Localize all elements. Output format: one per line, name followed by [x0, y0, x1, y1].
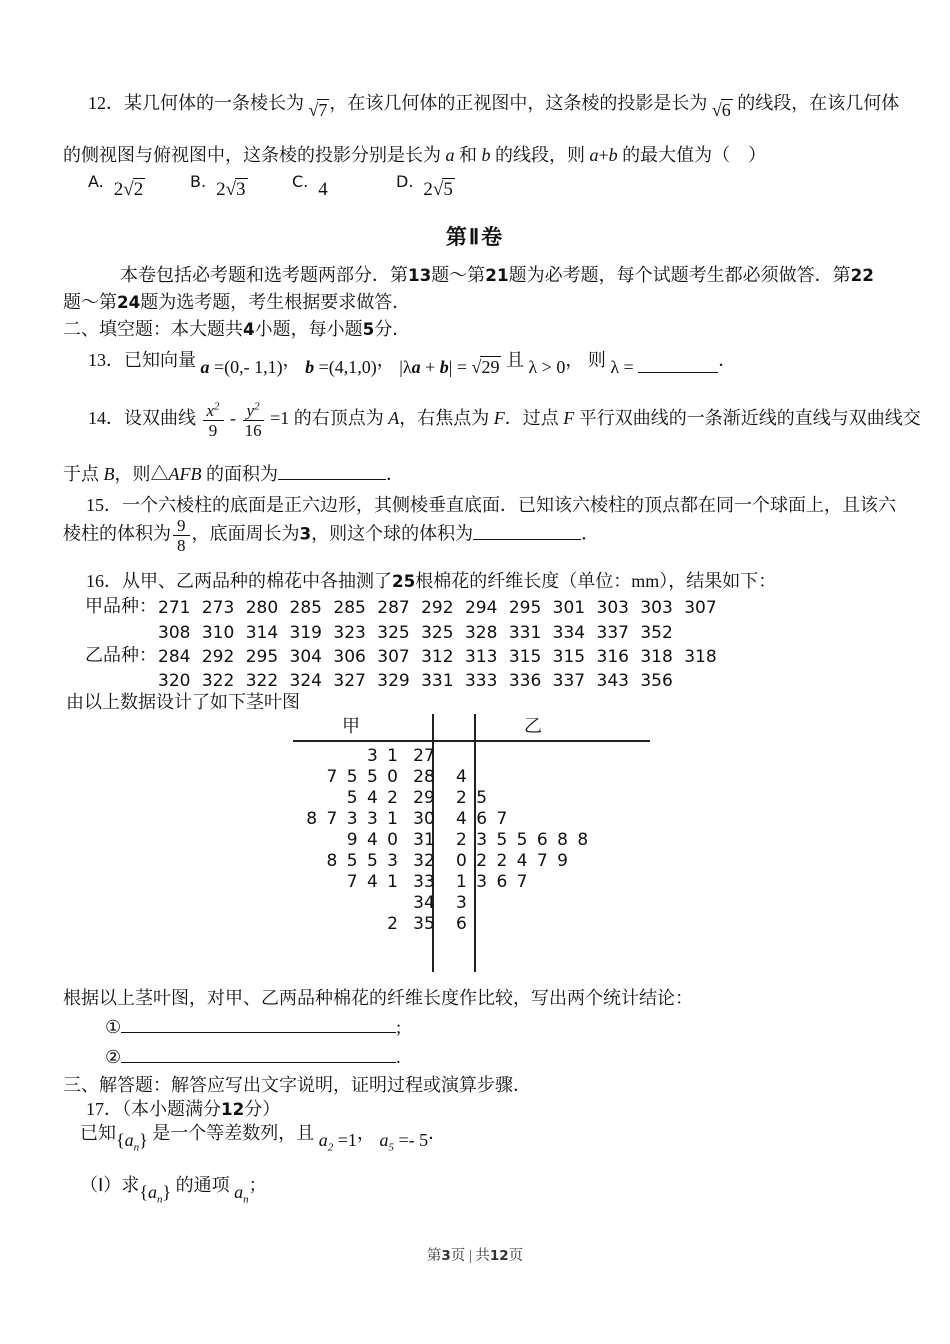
- jia-values-1: 271 273 280 285 285 287 292 294 295 301 303 303 307: [158, 598, 717, 618]
- option-d-value: 2√5: [423, 179, 453, 200]
- stemleaf-stem: 28: [413, 767, 435, 787]
- section-answer-title: 三、解答题：解答应写出文字说明，证明过程或演算步骤．: [63, 1075, 531, 1095]
- jia-values-2: 308 310 314 319 323 325 325 328 331 334 337 352: [158, 623, 673, 643]
- page-footer: 第3页 | 共12页: [426, 1248, 524, 1264]
- stemleaf-jia-leaves: 7 4 1: [346, 872, 398, 892]
- stemleaf-yi-leaves: 2 3 5 5 6 8 8: [456, 830, 589, 850]
- yi-values-1: 284 292 295 304 306 307 312 313 315 315 316 318 318: [158, 647, 717, 667]
- stemleaf-row: [100, 809, 700, 830]
- stemleaf-row: [100, 767, 700, 788]
- stemleaf-yi-leaves: 4: [456, 767, 467, 787]
- jia-label: 甲品种：: [85, 596, 157, 616]
- question-12-options: [0, 168, 950, 208]
- option-b-label: B.: [190, 172, 207, 191]
- question-14-line-1: 14．设双曲线 $\frac{x^2}{9}$ - $\frac{y^2}{16}$ =1 的右顶点为 A，右焦点为 F．过点 F 平行双曲线的一条渐近线的直线与双曲线交: [88, 400, 921, 440]
- stemleaf-yi-leaves: [450, 746, 700, 767]
- option-b: [190, 168, 248, 200]
- stemleaf-stem: 30: [413, 809, 435, 829]
- yi-values-2: 320 322 322 324 327 329 331 333 336 337 343 356: [158, 671, 673, 691]
- question-17-line-1: 已知$\{a_n\}$ 是一个等差数列，且 $a_2 =1$， $a_5 =- 5$．: [80, 1123, 447, 1154]
- stemleaf-jia-leaves: 8 7 3 3 1: [306, 809, 398, 829]
- stemleaf-row: [100, 788, 700, 809]
- stemleaf-stem: 32: [413, 851, 435, 871]
- stemleaf-yi-leaves: 0 2 2 4 7 9: [456, 851, 568, 871]
- stemleaf-jia-leaves: 2: [387, 914, 398, 934]
- question-14-line-2: 于点 B，则△AFB 的面积为 ．: [63, 460, 404, 487]
- option-d: [396, 168, 455, 200]
- stemleaf-row: [100, 914, 700, 935]
- question-16-compare-prompt: 根据以上茎叶图，对甲、乙两品种棉花的纤维长度作比较，写出两个统计结论：: [63, 988, 693, 1008]
- stemleaf-row: [100, 830, 700, 851]
- stemleaf-stem: 31: [413, 830, 435, 850]
- stemleaf-jia-leaves: [100, 893, 398, 914]
- stemleaf-yi-leaves: 6: [456, 914, 467, 934]
- conclusion-blank-2: ② .: [105, 1043, 401, 1070]
- stemleaf-jia-leaves: 3 1: [366, 746, 398, 766]
- stem-and-leaf-plot: [100, 710, 700, 976]
- question-13-line: 13．已知向量 a =(0,- 1,1)， b =(4,1,0)， |λa + b| = √29 且 λ > 0， 则 λ = ．: [88, 349, 737, 377]
- stemleaf-rows: [100, 746, 700, 935]
- stemleaf-yi-leaves: 2 5: [456, 788, 488, 808]
- part2-intro-line-2: 题～第24题为选考题，考生根据要求做答．: [63, 292, 411, 312]
- option-a-value: 2√2: [113, 179, 144, 200]
- question-12-line-2: 的侧视图与俯视图中，这条棱的投影分别是长为 a 和 b 的线段，则 a+b 的最大值为（ ）: [63, 145, 767, 165]
- stemleaf-yi-leaves: 1 3 6 7: [456, 872, 528, 892]
- option-b-value: 2√3: [216, 179, 246, 200]
- stemleaf-yi-leaves: 4 6 7: [456, 809, 508, 829]
- stemleaf-header-jia: 甲: [342, 716, 360, 736]
- yi-label: 乙品种：: [85, 645, 157, 665]
- section-fill-in-title: 二、填空题：本大题共4小题，每小题5分．: [63, 319, 411, 339]
- option-c: [292, 168, 328, 200]
- option-a-label: A.: [88, 172, 104, 191]
- stemleaf-stem: 33: [413, 872, 435, 892]
- stemleaf-row: [100, 746, 700, 767]
- stemleaf-jia-leaves: 5 4 2: [346, 788, 398, 808]
- question-15-line-1: 15．一个六棱柱的底面是正六边形，其侧棱垂直底面．已知该六棱柱的顶点都在同一个球面上，且该六: [86, 495, 896, 515]
- stemleaf-jia-leaves: 9 4 0: [346, 830, 398, 850]
- stemleaf-horizontal-rule: [293, 740, 650, 742]
- stemleaf-stem: 34: [413, 893, 435, 913]
- stemleaf-jia-leaves: 7 5 5 0: [326, 767, 398, 787]
- conclusion-blank-1: ① ;: [105, 1013, 401, 1040]
- stemleaf-row: [100, 851, 700, 872]
- stemleaf-stem: 27: [413, 746, 435, 766]
- question-15-line-2: 棱柱的体积为 $\frac{9}{8}$ ，底面周长为3，则这个球的体积为 ．: [63, 516, 600, 556]
- option-c-label: C.: [292, 172, 309, 191]
- option-c-value: 4: [318, 179, 328, 200]
- stemleaf-header-yi: 乙: [524, 716, 542, 736]
- stemleaf-jia-leaves: 8 5 5 3: [326, 851, 398, 871]
- question-17-head: 17．（本小题满分12分）: [86, 1099, 281, 1119]
- question-16-line-1: 16．从甲、乙两品种的棉花中各抽测了25根棉花的纤维长度（单位：mm），结果如下：: [86, 571, 777, 591]
- option-d-label: D.: [396, 172, 414, 191]
- stemleaf-row: [100, 872, 700, 893]
- option-a: [88, 168, 145, 200]
- stemleaf-note: 由以上数据设计了如下茎叶图: [66, 692, 300, 712]
- stemleaf-stem: 35: [413, 914, 435, 934]
- stemleaf-yi-leaves: 3: [456, 893, 467, 913]
- question-17-line-2: （Ⅰ）求$\{a_n\}$ 的通项 $a_n$；: [80, 1175, 267, 1206]
- stemleaf-stem: 29: [413, 788, 435, 808]
- question-12-line-1: 12．某几何体的一条棱长为 √7 ，在该几何体的正视图中，这条棱的投影是长为 √6 的线段，在该几何体: [88, 93, 900, 120]
- part2-intro-line-1: 本卷包括必考题和选考题两部分．第13题～第21题为必考题，每个试题考生都必须做答．第22: [120, 265, 874, 285]
- part2-title: 第Ⅱ卷: [445, 225, 505, 249]
- stemleaf-row: [100, 893, 700, 914]
